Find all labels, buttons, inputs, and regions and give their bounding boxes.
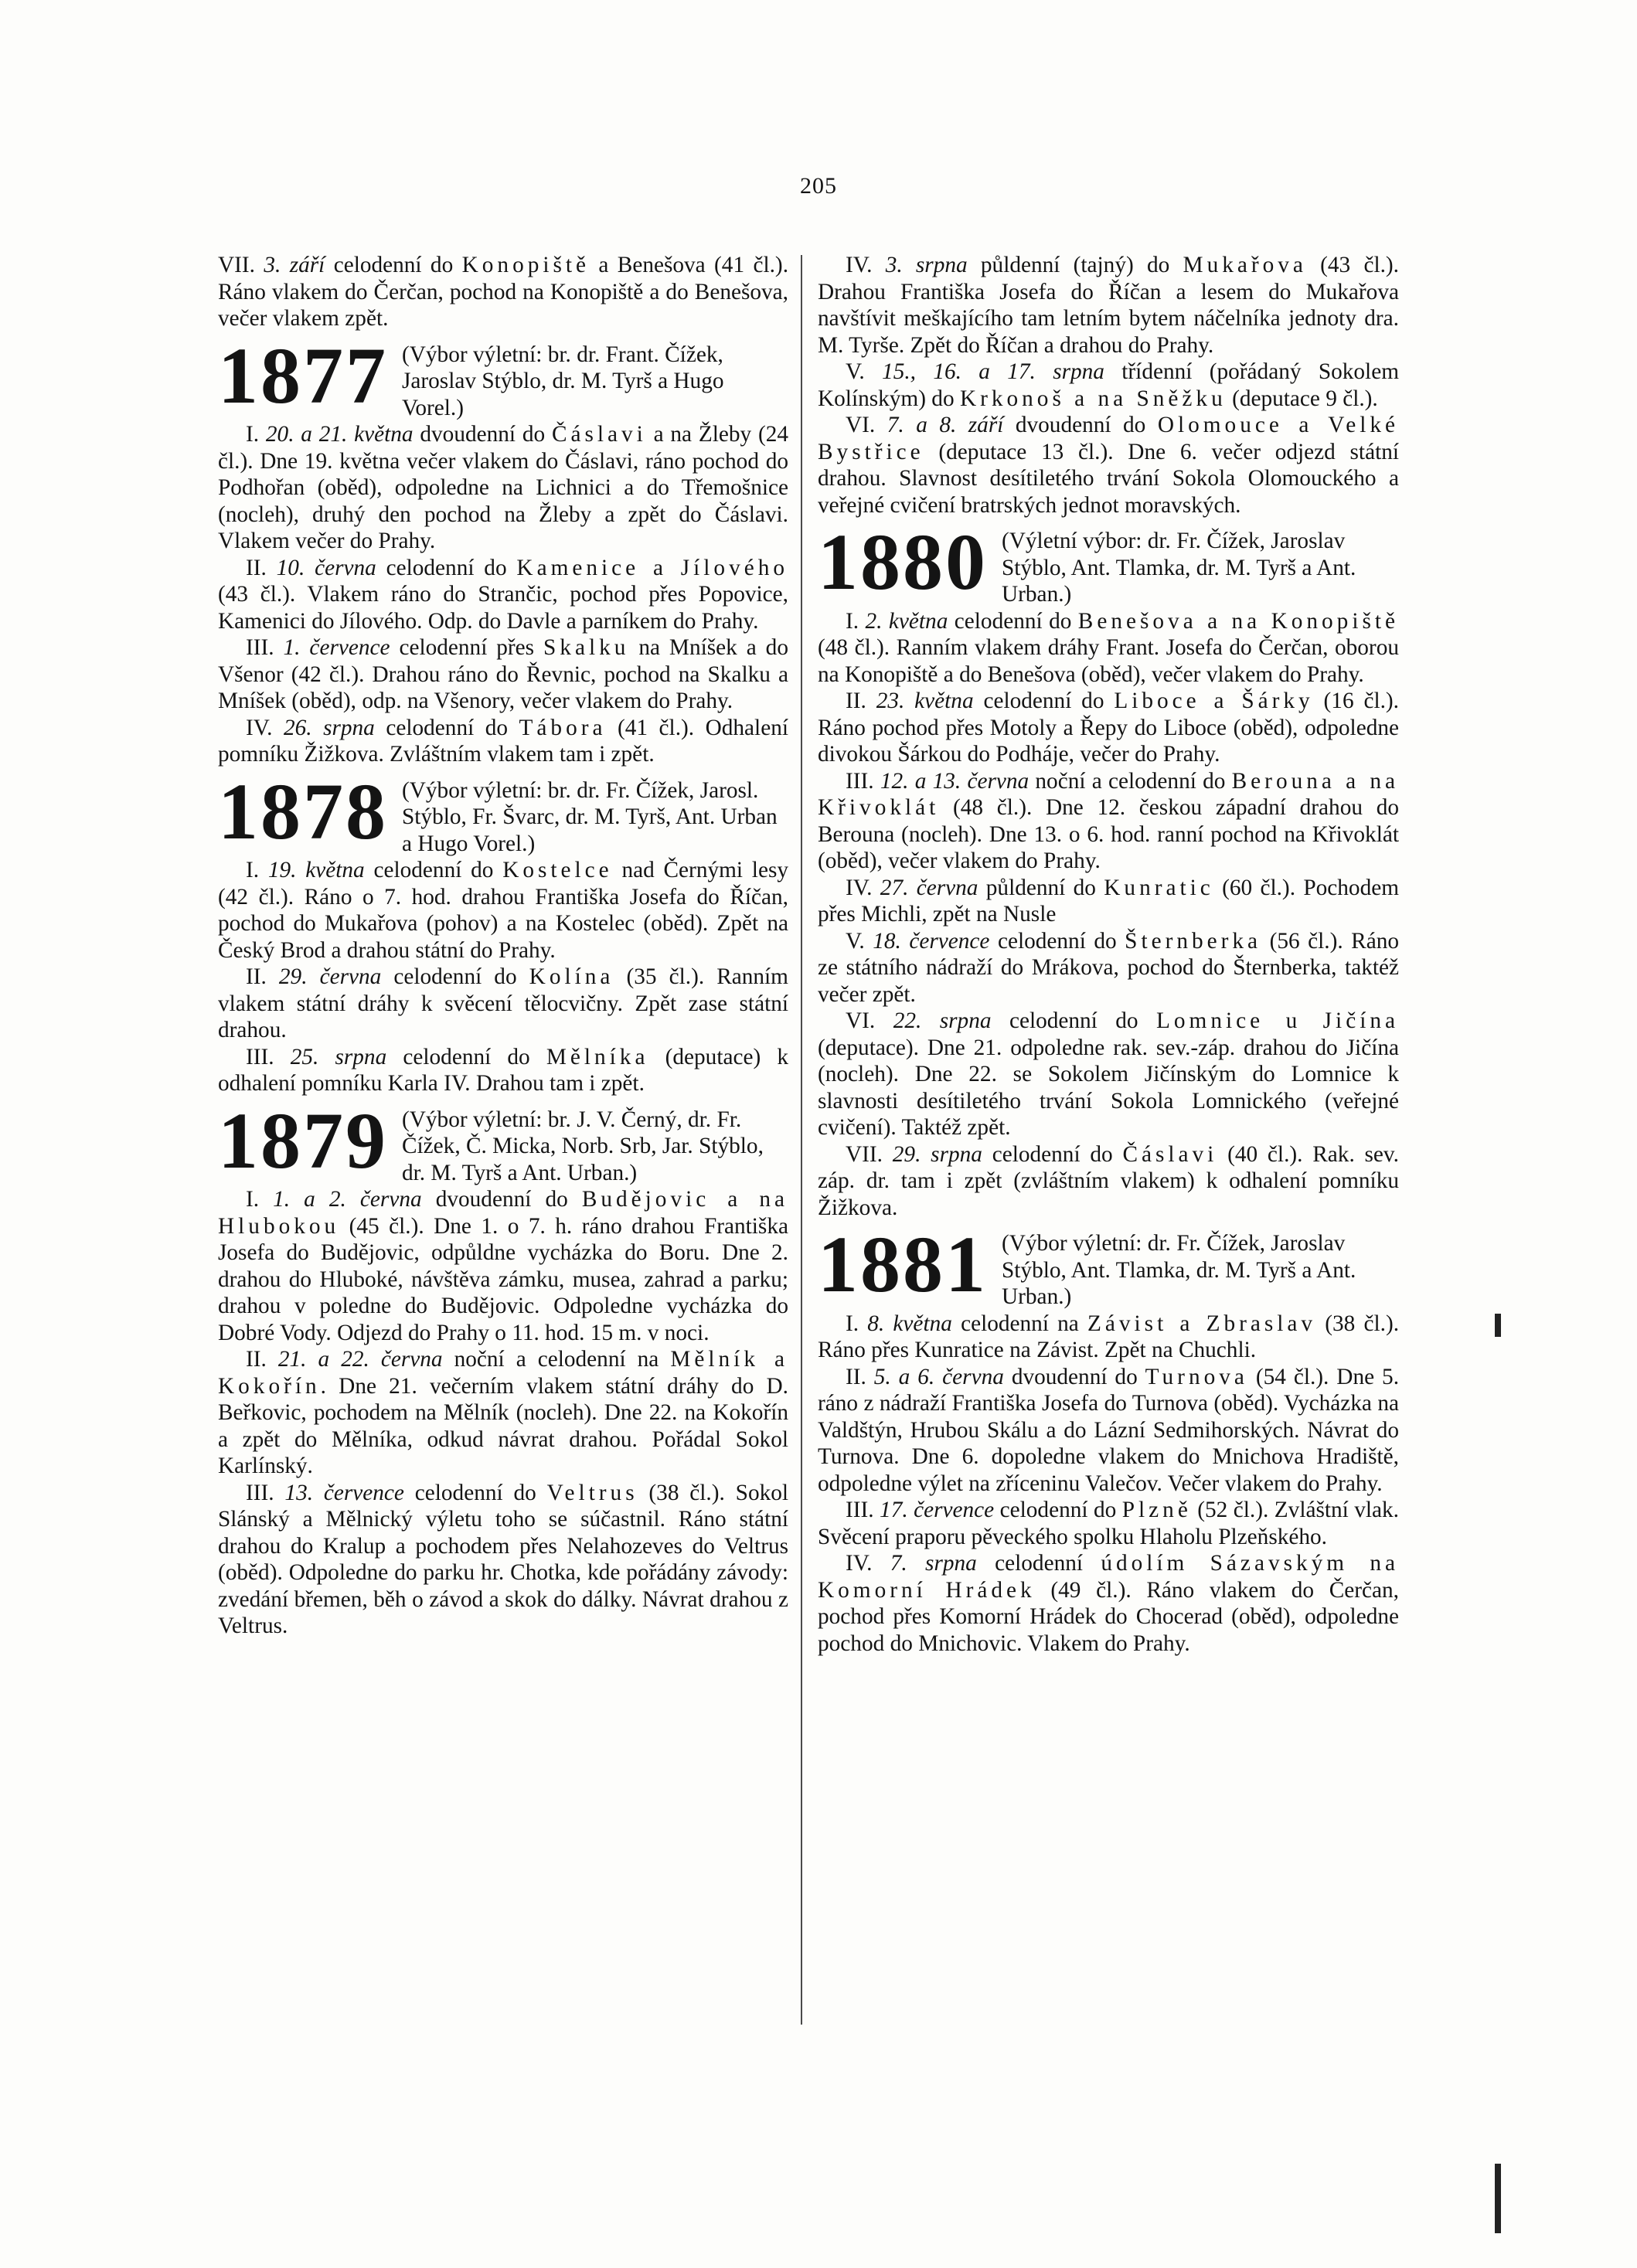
trip-type: dvoudenní do bbox=[420, 422, 546, 447]
trip-type: celodenní do bbox=[997, 928, 1117, 954]
trip-type: celodenní do bbox=[414, 1480, 536, 1505]
trip-date: 27. června bbox=[880, 875, 978, 900]
trip-number: IV. bbox=[246, 715, 273, 740]
trip-description: nad Černými lesy (42 čl.). Ráno o 7. hod. drahou Františka Josefa do Říčan, pochod do Mukařova (pohov) a na Kostelec (oběd). Zpět na Český Brod a drahou státní do Prahy. bbox=[218, 858, 788, 963]
trip-number: II. bbox=[846, 1364, 866, 1389]
trip-destination: Berouna a na Křivoklát bbox=[818, 768, 1400, 820]
trip-destination: Benešova a na Konopiště bbox=[1077, 608, 1400, 634]
trip-destination: Mělníka bbox=[546, 1044, 649, 1069]
trip-description: . Dne 21. večerním vlakem státní dráhy do D. Beřkovic, pochodem na Mělník (nocleh). Dne 22. na Kokořín a zpět do Mělníka, odkud návrat drahou. Pořádal Sokol Karlínský. bbox=[218, 1373, 788, 1478]
trip-date: 3. září bbox=[264, 253, 325, 277]
trip-type: celodenní do bbox=[992, 1141, 1113, 1167]
right-column bbox=[818, 252, 1399, 1657]
trip-entry bbox=[818, 412, 1399, 519]
trip-type: noční a celodenní na bbox=[454, 1347, 659, 1372]
trip-entry bbox=[218, 964, 788, 1044]
trip-entry bbox=[218, 555, 788, 635]
trip-destination: Kostelce bbox=[502, 858, 613, 882]
trip-entry bbox=[818, 1550, 1399, 1657]
trip-type: celodenní do bbox=[954, 608, 1072, 634]
committee-text: (Výbor výletní: br. J. V. Černý, dr. Fr. Čížek, Č. Micka, Norb. Srb, Jar. Stýblo, dr. M. Tyrš a Ant. Urban.) bbox=[402, 1107, 764, 1185]
trip-destination: Olomouce a Velké Bystřice bbox=[818, 413, 1399, 464]
trip-number: II. bbox=[846, 689, 866, 713]
trip-number: II. bbox=[246, 1347, 267, 1372]
trip-type: celodenní do bbox=[333, 253, 454, 277]
trip-destination: Kamenice a Jílového bbox=[516, 555, 789, 580]
trip-destination: Veltrus bbox=[546, 1480, 638, 1505]
trip-type: půldenní (tajný) do bbox=[980, 253, 1170, 277]
trip-description: (38 čl.). Sokol Slánský a Mělnický výletu toho se súčastnil. Ráno státní drahou do Kralup a pochodem přes Nelahozeves do Veltrus (oběd). Odpoledne do parku hr. Chotka, kde pořádány závody: zvedání břemen, běh o závod a skok do dálky. Návrat drahou z Veltrus. bbox=[218, 1480, 789, 1638]
page-number: 205 bbox=[800, 173, 837, 199]
trip-date: 21. a 22. června bbox=[277, 1347, 443, 1372]
year-heading bbox=[218, 777, 788, 858]
trip-destination: Liboce a Šárky bbox=[1114, 689, 1314, 713]
trip-date: 22. srpna bbox=[893, 1008, 992, 1033]
trip-entry bbox=[818, 1364, 1399, 1498]
trip-type: celodenní do bbox=[403, 1044, 530, 1069]
trip-destination: údolím Sázavským na Komorní Hrádek bbox=[818, 1551, 1400, 1603]
trip-description: (deputace). Dne 21. odpoledne rak. sev.-záp. drahou do Jičína (nocleh). Dne 22. se Sokolem Jičínským do Lomnice k slavnosti desítiletého trvání Sokola Lomnického (veřejné cvičení). Taktéž zpět. bbox=[818, 1035, 1399, 1140]
trip-number: I. bbox=[846, 1311, 859, 1336]
year-heading bbox=[818, 1230, 1399, 1311]
trip-date: 26. srpna bbox=[283, 715, 375, 740]
trip-description: (52 čl.). Zvláštní vlak. Svěcení praporu pěveckého spolku Hlaholu Plzeňského. bbox=[818, 1498, 1400, 1549]
trip-number: II. bbox=[246, 964, 267, 989]
column-divider bbox=[801, 255, 802, 2025]
trip-number: III. bbox=[846, 768, 874, 794]
trip-type: celodenní do bbox=[1009, 1008, 1138, 1033]
trip-entry bbox=[218, 857, 788, 964]
trip-entry bbox=[818, 252, 1399, 359]
trip-destination: Krkonoš a na Sněžku bbox=[959, 386, 1227, 411]
trip-type: celodenní do bbox=[373, 858, 494, 882]
year-heading bbox=[218, 342, 788, 422]
trip-description: (deputace) k odhalení pomníku Karla IV. Drahou tam i zpět. bbox=[218, 1044, 788, 1096]
trip-description: (43 čl.). Drahou Františka Josefa do Říčan a lesem do Mukařova navštívit meškajícího tam letním bytem náčelníka jednoty dra. M. Tyrše. Zpět do Říčan a drahou do Prahy. bbox=[818, 253, 1399, 358]
trip-destination: Kolína bbox=[529, 964, 614, 989]
year-heading bbox=[218, 1107, 788, 1187]
trip-description: (56 čl.). Ráno ze státního nádraží do Mrákova, pochod do Šternberka, taktéž večer zpět. bbox=[818, 928, 1400, 1007]
trip-entry bbox=[218, 1346, 788, 1480]
year-number: 1879 bbox=[218, 1106, 388, 1185]
trip-date: 8. května bbox=[867, 1311, 952, 1336]
trip-date: 23. května bbox=[876, 689, 974, 713]
trip-number: I. bbox=[246, 422, 260, 447]
trip-type: celodenní přes bbox=[399, 635, 535, 660]
trip-type: celodenní na bbox=[961, 1311, 1079, 1336]
binding-mark bbox=[1495, 2164, 1501, 2233]
trip-number: VI. bbox=[846, 1008, 876, 1033]
trip-destination: Čáslavi bbox=[551, 422, 647, 447]
trip-description: (43 čl.). Vlakem ráno do Strančic, pochod přes Popovice, Kamenici do Jílového. Odp. do Davle a parníkem do Prahy. bbox=[218, 582, 788, 634]
trip-type: dvoudenní do bbox=[1011, 1364, 1138, 1389]
trip-entry bbox=[818, 1141, 1399, 1222]
trip-destination: Čáslavi bbox=[1122, 1141, 1218, 1167]
trip-entry bbox=[218, 1044, 788, 1097]
trip-number: I. bbox=[846, 608, 859, 634]
year-number: 1880 bbox=[818, 528, 988, 607]
trip-description: (49 čl.). Ráno vlakem do Čerčan, pochod přes Komorní Hrádek do Chocerad (oběd), odpoledne pochod do Mnichovic. Vlakem do Prahy. bbox=[818, 1577, 1400, 1656]
year-heading bbox=[818, 528, 1399, 608]
trip-description: (35 čl.). Ranním vlakem státní dráhy k svěcení tělocvičny. Zpět zase státní drahou. bbox=[218, 964, 788, 1042]
trip-description: (54 čl.). Dne 5. ráno z nádraží Františka Josefa do Turnova (oběd). Vycházka na Valdštýn, Hrubou Skálu a do Lázní Sedmihorských. Návrat do Turnova. Dne 6. dopoledne vlakem do Mnichova Hradiště, odpoledne výlet na zříceninu Valečov. Večer vlakem do Prahy. bbox=[818, 1364, 1400, 1496]
trip-entry bbox=[218, 1480, 788, 1640]
trip-date: 1. a 2. června bbox=[273, 1187, 422, 1212]
left-column bbox=[218, 252, 788, 1640]
trip-type: třídenní (pořádaný Sokolem Kolínským) do bbox=[818, 359, 1399, 411]
trip-number: III. bbox=[246, 635, 274, 660]
trip-description: (16 čl.). Ráno pochod přes Motoly a Řepy do Liboce (oběd), odpoledne divokou Šárkou do Podháje, večer do Prahy. bbox=[818, 689, 1399, 767]
trip-description: (48 čl.). Ranním vlakem dráhy Frant. Josefa do Čerčan, oborou na Konopiště a do Benešova (oběd), večer vlakem do Prahy. bbox=[818, 635, 1399, 687]
trip-date: 10. června bbox=[276, 555, 376, 580]
trip-number: V. bbox=[846, 359, 865, 384]
trip-number: III. bbox=[246, 1480, 274, 1505]
year-number: 1878 bbox=[218, 777, 388, 856]
trip-date: 7. a 8. září bbox=[887, 413, 1004, 437]
trip-date: 17. července bbox=[880, 1498, 995, 1522]
trip-number: IV. bbox=[846, 253, 873, 277]
trip-date: 5. a 6. června bbox=[873, 1364, 1004, 1389]
trip-type: celodenní do bbox=[983, 689, 1104, 713]
trip-type: celodenní bbox=[995, 1551, 1084, 1576]
trip-description: (40 čl.). Rak. sev. záp. dr. tam i zpět (zvláštním vlakem) k odhalení pomníku Žižkova. bbox=[818, 1141, 1400, 1220]
trip-date: 12. a 13. června bbox=[880, 768, 1030, 794]
trip-number: III. bbox=[246, 1044, 274, 1069]
trip-number: II. bbox=[246, 555, 267, 580]
trip-date: 18. července bbox=[873, 928, 990, 954]
year-number: 1881 bbox=[818, 1230, 988, 1309]
trip-entry bbox=[218, 715, 788, 768]
trip-destination: Závist a Zbraslav bbox=[1087, 1311, 1317, 1336]
trip-description: (60 čl.). Pochodem přes Michli, zpět na Nusle bbox=[818, 875, 1400, 927]
trip-entry bbox=[218, 421, 788, 555]
trip-date: 13. července bbox=[284, 1480, 404, 1505]
trip-description: (38 čl.). Ráno přes Kunratice na Závist. Zpět na Chuchli. bbox=[818, 1311, 1400, 1362]
trip-date: 29. června bbox=[278, 964, 382, 989]
trip-type: dvoudenní do bbox=[1015, 413, 1146, 437]
trip-number: IV. bbox=[846, 875, 873, 900]
binding-mark bbox=[1495, 1314, 1501, 1337]
trip-description: (48 čl.). Dne 12. českou západní drahou do Berouna (nocleh). Dne 13. o 6. hod. ranní pochod na Křivoklát (oběd), večer vlakem do Prahy. bbox=[818, 795, 1399, 873]
trip-entry bbox=[818, 608, 1399, 689]
trip-destination: Budějovic a na Hlubokou bbox=[218, 1187, 789, 1239]
trip-date: 25. srpna bbox=[290, 1044, 387, 1069]
trip-number: III. bbox=[846, 1498, 874, 1522]
year-number: 1877 bbox=[218, 341, 388, 420]
trip-entry bbox=[818, 768, 1399, 875]
trip-destination: Konopiště bbox=[461, 253, 590, 277]
trip-destination: Skalku bbox=[543, 635, 630, 660]
committee-text: (Výbor výletní: br. dr. Frant. Čížek, Jaroslav Stýblo, dr. M. Tyrš a Hugo Vorel.) bbox=[402, 342, 724, 420]
trip-entry bbox=[818, 359, 1399, 412]
trip-number: V. bbox=[846, 928, 865, 954]
trip-date: 15., 16. a 17. srpna bbox=[882, 359, 1104, 384]
trip-type: půldenní do bbox=[985, 875, 1096, 900]
trip-entry bbox=[818, 1008, 1399, 1141]
committee-text: (Výbor výletní: br. dr. Fr. Čížek, Jarosl. Stýblo, Fr. Švarc, dr. M. Tyrš, Ant. Urban a Hugo Vorel.) bbox=[402, 777, 778, 856]
trip-description: na Mníšek a do Všenor (42 čl.). Drahou ráno do Řevnic, pochod na Skalku a Mníšek (oběd), odp. na Všenory, večer vlakem do Prahy. bbox=[218, 635, 788, 713]
trip-type: celodenní do bbox=[393, 964, 517, 989]
trip-number: I. bbox=[246, 1187, 260, 1212]
trip-date: 2. května bbox=[865, 608, 948, 634]
trip-number: I. bbox=[246, 858, 260, 882]
trip-description: (deputace 13 čl.). Dne 6. večer odjezd státní drahou. Slavnost desítiletého trvání Sokola Olomouckého a veřejné cvičení bratrských jednot moravských. bbox=[818, 439, 1400, 518]
trip-destination: Tábora bbox=[519, 715, 607, 740]
trip-entry bbox=[218, 252, 788, 332]
trip-entry bbox=[818, 875, 1399, 928]
trip-destination: Lomnice u Jičína bbox=[1156, 1008, 1399, 1033]
trip-destination: Plzně bbox=[1121, 1498, 1192, 1522]
trip-type: celodenní do bbox=[386, 715, 509, 740]
trip-description: (41 čl.). Odhalení pomníku Žižkova. Zvláštním vlakem tam i zpět. bbox=[218, 715, 788, 767]
trip-date: 7. srpna bbox=[890, 1551, 977, 1576]
trip-destination: Mukařova bbox=[1183, 253, 1307, 277]
trip-number: IV. bbox=[846, 1551, 873, 1576]
trip-destination: Turnova bbox=[1145, 1364, 1248, 1389]
trip-number: VII. bbox=[846, 1141, 883, 1167]
trip-description: (45 čl.). Dne 1. o 7. h. ráno drahou Františka Josefa do Budějovic, odpůldne vycházka do Boru. Dne 2. drahou do Hluboké, návštěva zámku, musea, zahrad a parku; drahou v poledne do Budějovic. Odpoledne vycházka do Dobré Vody. Odjezd do Prahy o 11. hod. 15 m. v noci. bbox=[218, 1213, 788, 1345]
committee-text: (Výbor výletní: dr. Fr. Čížek, Jaroslav Stýblo, Ant. Tlamka, dr. M. Tyrš a Ant. Urban.) bbox=[1002, 1231, 1356, 1309]
committee-text: (Výletní výbor: dr. Fr. Čížek, Jaroslav Stýblo, Ant. Tlamka, dr. M. Tyrš a Ant. Urban.) bbox=[1002, 529, 1356, 607]
trip-type: celodenní do bbox=[386, 555, 507, 580]
trip-entry bbox=[818, 1311, 1399, 1364]
trip-type: noční a celodenní do bbox=[1035, 768, 1226, 794]
trip-description: a na Žleby (24 čl.). Dne 19. května večer vlakem do Čáslavi, ráno pochod do Podhořan (oběd), odpoledne na Lichnici a do Třemošnice (nocleh), druhý den pochod na Žleby a zpět do Čáslavi. Vlakem večer do Prahy. bbox=[218, 422, 789, 553]
trip-destination: Šternberka bbox=[1125, 928, 1262, 954]
trip-description: a Benešova (41 čl.). Ráno vlakem do Čerčan, pochod na Konopiště a do Benešova, večer vlakem zpět. bbox=[218, 253, 789, 331]
trip-date: 1. července bbox=[283, 635, 390, 660]
trip-number: VII. bbox=[218, 253, 255, 277]
trip-date: 29. srpna bbox=[892, 1141, 982, 1167]
trip-date: 20. a 21. května bbox=[265, 422, 414, 447]
trip-date: 3. srpna bbox=[885, 253, 968, 277]
trip-entry bbox=[218, 634, 788, 715]
trip-number: VI. bbox=[846, 413, 876, 437]
trip-entry bbox=[818, 688, 1399, 768]
trip-type: celodenní do bbox=[999, 1498, 1117, 1522]
trip-destination: Kunratic bbox=[1104, 875, 1214, 900]
trip-entry bbox=[218, 1186, 788, 1346]
trip-description: (deputace 9 čl.). bbox=[1232, 386, 1378, 411]
trip-date: 19. května bbox=[267, 858, 365, 882]
trip-entry bbox=[818, 1497, 1399, 1550]
trip-entry bbox=[818, 928, 1399, 1008]
trip-destination: Mělník a Kokořín bbox=[218, 1347, 789, 1399]
trip-type: dvoudenní do bbox=[435, 1187, 568, 1212]
